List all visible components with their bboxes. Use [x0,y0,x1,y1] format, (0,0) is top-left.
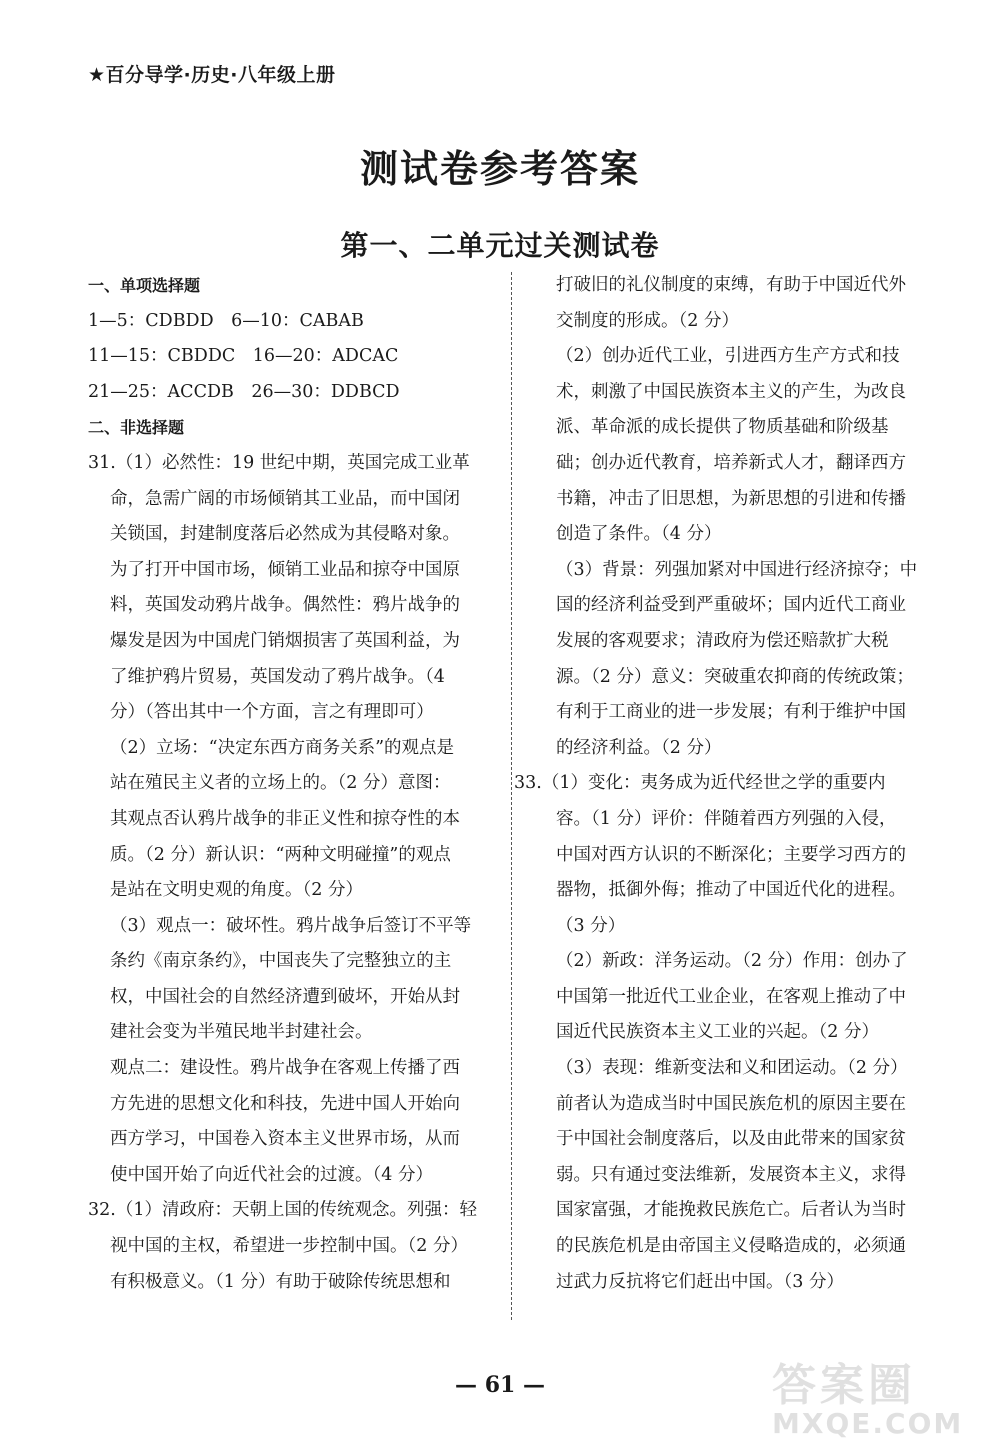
answer-line: 分）（答出其中一个方面，言之有理即可） [110,702,434,723]
watermark-url-text: MXQE.COM [772,1407,964,1440]
column-divider [511,272,512,1320]
answer-line: 源。（2 分）意义：突破重农抑商的传统政策； [556,666,914,687]
answer-line: 31.（1）必然性：19 世纪中期，英国完成工业革 [88,452,470,473]
answer-line: （2）立场：“决定东西方商务关系”的观点是 [110,737,455,758]
answer-line: 关锁国，封建制度落后必然成为其侵略对象。 [110,524,460,545]
answer-line: 是站在文明史观的角度。（2 分） [110,880,363,901]
section-heading: 一、单项选择题 [88,276,201,295]
answer-line: 交制度的形成。（2 分） [556,310,739,331]
answer-line: 1—5：CDBDD 6—10：CABAB [88,310,364,331]
section-heading: 二、非选择题 [88,418,185,438]
answer-line: 国的经济利益受到严重破坏；国内近代工商业 [556,595,906,616]
watermark-logo-text: 答案圈 [772,1360,916,1411]
answer-line: 料，英国发动鸦片战争。偶然性：鸦片战争的 [110,595,460,616]
answer-line: （2）创办近代工业，引进西方生产方式和技 [556,346,900,367]
answer-line: 质。（2 分）新认识：“两种文明碰撞”的观点 [110,844,451,865]
answer-line: 西方学习，中国卷入资本主义世界市场，从而 [110,1129,460,1150]
answer-line: 的民族危机是由帝国主义侵略造成的，必须通 [556,1236,906,1257]
answer-line: 有利于工商业的进一步发展；有利于维护中国 [556,702,906,723]
answer-line: 弱。只有通过变法维新，发展资本主义，求得 [556,1164,906,1185]
answer-line: 视中国的主权，希望进一步控制中国。（2 分） [110,1236,468,1257]
answer-line: 器物，抵御外侮；推动了中国近代化的进程。 [556,880,906,901]
answer-line: 容。（1 分）评价：伴随着西方列强的入侵， [556,808,897,829]
answer-line: 书籍，冲击了旧思想，为新思想的引进和传播 [556,488,906,509]
answer-line: 33.（1）变化：夷务成为近代经世之学的重要内 [514,773,886,794]
answer-line: （3）观点一：破坏性。鸦片战争后签订不平等 [110,915,472,936]
answer-line: 11—15：CBDDC 16—20：ADCAC [88,346,399,367]
answer-line: 的经济利益。（2 分） [556,737,722,758]
answer-line: （3）背景：列强加紧对中国进行经济掠夺；中 [556,559,918,580]
answer-line: 为了打开中国市场，倾销工业品和掠夺中国原 [110,559,460,580]
answer-line: 命，急需广阔的市场倾销其工业品，而中国闭 [110,488,460,509]
answer-line: 础；创办近代教育，培养新式人才，翻译西方 [556,452,906,473]
site-watermark [772,1360,972,1443]
answer-line: 于中国社会制度落后，以及由此带来的国家贫 [556,1129,906,1150]
answer-line: 条约《南京条约》，中国丧失了完整独立的主 [110,951,452,972]
answer-line: 其观点否认鸦片战争的非正义性和掠夺性的本 [110,808,460,829]
answer-line: 站在殖民主义者的立场上的。（2 分）意图： [110,773,451,794]
answer-line: 使中国开始了向近代社会的过渡。（4 分） [110,1164,433,1185]
answer-line: 有积极意义。（1 分）有助于破除传统思想和 [110,1271,451,1292]
answer-line: 中国第一批近代工业企业，在客观上推动了中 [556,986,906,1007]
page-number: — 61 — [455,1372,545,1398]
answer-line: （2）新政：洋务运动。（2 分）作用：创办了 [556,951,908,972]
answer-line: 国近代民族资本主义工业的兴起。（2 分） [556,1022,879,1043]
answer-line: 方先进的思想文化和科技，先进中国人开始向 [110,1093,460,1114]
answer-line: 了维护鸦片贸易，英国发动了鸦片战争。（4 [110,666,445,687]
answer-line: 观点二：建设性。鸦片战争在客观上传播了西 [110,1058,460,1079]
answer-line: 术，刺激了中国民族资本主义的产生，为改良 [556,381,906,402]
answer-line: 爆发是因为中国虎门销烟损害了英国利益，为 [110,630,460,651]
answer-line: 21—25：ACCDB 26—30：DDBCD [88,381,400,402]
answer-line: 打破旧的礼仪制度的束缚，有助于中国近代外 [556,275,906,295]
answer-line: 权，中国社会的自然经济遭到破坏，开始从封 [110,986,460,1007]
answer-line: （3）表现：维新变法和义和团运动。（2 分） [556,1058,908,1079]
left-column [88,268,488,1300]
answer-line: 派、革命派的成长提供了物质基础和阶级基 [556,417,889,438]
answer-line: 中国对西方认识的不断深化；主要学习西方的 [556,844,906,865]
answer-line: 发展的客观要求；清政府为偿还赔款扩大税 [556,630,889,651]
answer-line: 32.（1）清政府：天朝上国的传统观念。列强：轻 [88,1200,477,1221]
section-title: 第一、二单元过关测试卷 [340,229,660,262]
book-header: ★百分导学·历史·八年级上册 [88,64,336,86]
answer-line: 创造了条件。（4 分） [556,524,722,545]
answer-line: （3 分） [556,915,626,936]
answer-line: 建社会变为半殖民地半封建社会。 [110,1022,373,1043]
answer-line: 过武力反抗将它们赶出中国。（3 分） [556,1271,844,1292]
answer-line: 国家富强，才能挽救民族危亡。后者认为当时 [556,1200,906,1221]
answer-line: 前者认为造成当时中国民族危机的原因主要在 [556,1093,906,1114]
right-column [514,268,918,1300]
page-title: 测试卷参考答案 [359,146,640,191]
